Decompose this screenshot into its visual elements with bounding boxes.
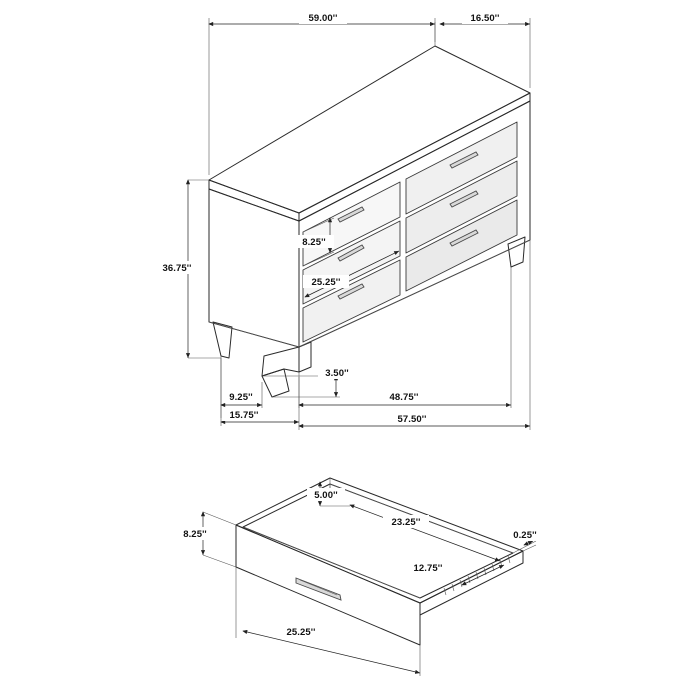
label-drawer-interior-side: 12.75'' (413, 563, 443, 574)
label-drawer-face-height: 8.25'' (302, 237, 326, 248)
label-wall-thickness: 0.25'' (513, 530, 537, 541)
label-base-front-width: 48.75'' (389, 392, 419, 403)
label-top-width: 59.00'' (308, 13, 338, 24)
drawer-view (176, 478, 543, 676)
leg-front-center (262, 369, 289, 397)
label-drawer-outer-height: 8.25'' (183, 529, 207, 540)
label-drawer-interior-depth: 5.00'' (314, 490, 338, 501)
label-drawer-outer-width: 25.25'' (286, 627, 316, 638)
dimline-drawer-outer-width (243, 631, 420, 673)
label-overall-height: 36.75'' (162, 263, 192, 274)
leg-front-corner (262, 347, 299, 376)
case-base-edge-left (209, 322, 299, 347)
label-base-front-inset: 9.25'' (229, 392, 253, 403)
drawer-extension-lines (203, 478, 536, 676)
label-top-depth: 16.50'' (470, 13, 500, 24)
label-case-width: 57.50'' (397, 414, 427, 425)
label-drawer-interior-width: 23.25'' (391, 517, 421, 528)
drawer-dimension-labels (176, 488, 543, 638)
drawer-box (236, 478, 523, 645)
label-leg-height: 3.50'' (325, 368, 349, 379)
label-drawer-face-width: 25.25'' (311, 277, 341, 288)
leg-right-rear (508, 237, 525, 267)
leg-right-front (299, 342, 311, 372)
drawer-thickness-hatch (444, 556, 510, 595)
dresser-view (156, 11, 530, 430)
label-base-side-depth: 15.75'' (229, 410, 259, 421)
